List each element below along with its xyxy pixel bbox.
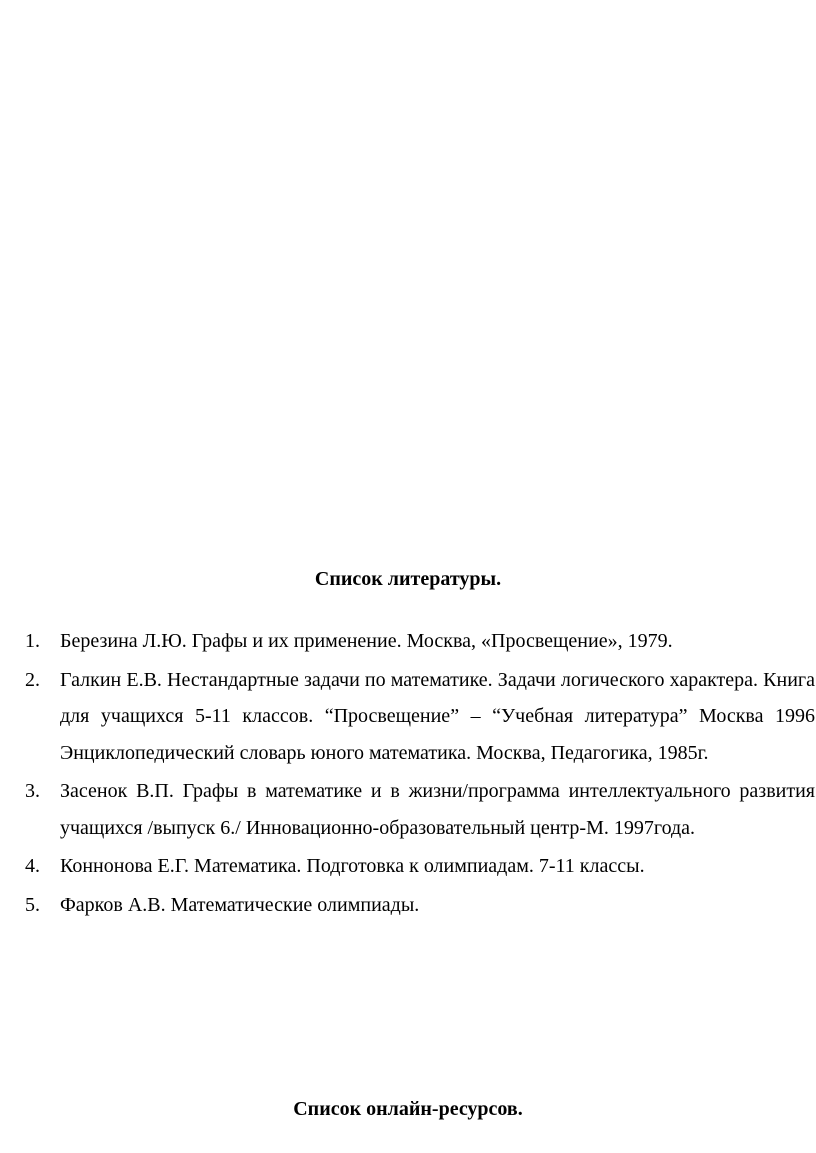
reference-item (25, 773, 815, 846)
reference-item (25, 623, 815, 660)
reference-item (25, 848, 815, 885)
reference-number: 1. (25, 630, 40, 652)
reference-item (25, 887, 815, 924)
reference-item (25, 662, 815, 772)
reference-number: 4. (25, 855, 40, 877)
reference-list (25, 623, 815, 925)
reference-number: 5. (25, 893, 40, 916)
literature-heading: Список литературы. (314, 568, 502, 590)
reference-text: Галкин Е.В. Нестандартные задачи по математике. Задачи логического характера. Книга для учащихся 5-11 классов. “Просвещение” – “Учебная литература” Москва 1996 Энциклопедический словарь юного математика. Москва, Педагогика, 1985г. (60, 668, 815, 764)
reference-text: Коннонова Е.Г. Математика. Подготовка к олимпиадам. 7-11 классы. (60, 855, 645, 877)
online-resources-heading: Список онлайн-ресурсов. (293, 1098, 523, 1120)
reference-number: 2. (25, 668, 40, 691)
reference-text: Березина Л.Ю. Графы и их применение. Москва, «Просвещение», 1979. (60, 630, 673, 652)
reference-text: Фарков А.В. Математические олимпиады. (60, 893, 420, 916)
reference-text: Засенок В.П. Графы в математике и в жизни/программа интеллектуального развития учащихся /выпуск 6./ Инновационно-образовательный центр-М. 1997года. (60, 780, 815, 839)
reference-number: 3. (25, 780, 40, 802)
